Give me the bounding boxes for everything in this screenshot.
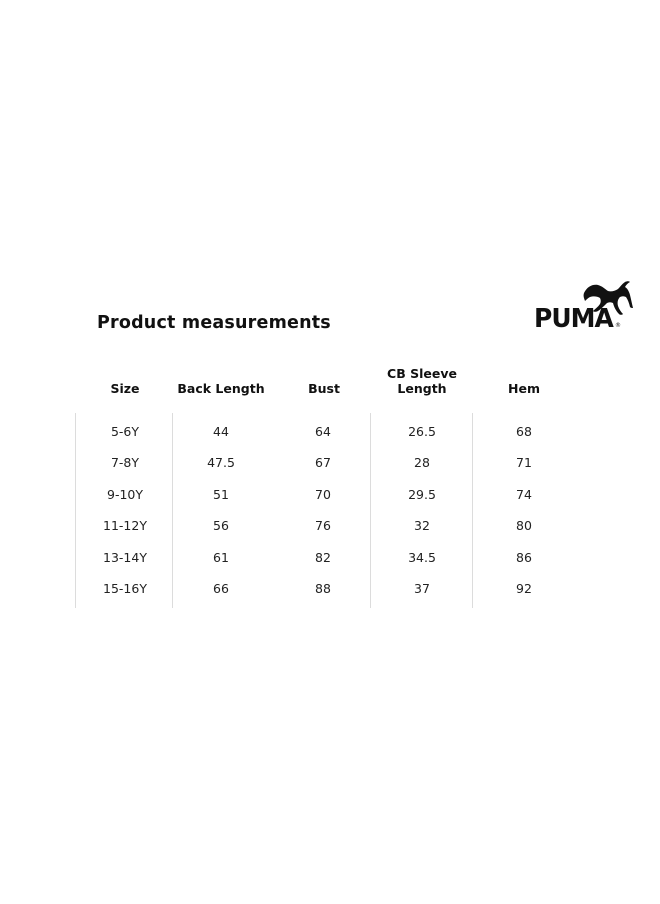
brand-wordmark: PUMA bbox=[534, 304, 613, 334]
cell-back-length: 66 bbox=[213, 581, 229, 596]
header-cb-sleeve-length bbox=[387, 366, 457, 396]
cell-bust: 70 bbox=[315, 487, 331, 502]
cell-size: 11-12Y bbox=[103, 518, 147, 533]
cell-hem: 74 bbox=[516, 487, 532, 502]
cell-bust: 67 bbox=[315, 455, 331, 470]
registered-mark: ® bbox=[615, 322, 621, 329]
cell-back-length: 56 bbox=[213, 518, 229, 533]
cell-size: 7-8Y bbox=[110, 455, 140, 470]
cell-bust: 76 bbox=[315, 518, 331, 533]
cell-back-length: 44 bbox=[213, 424, 229, 439]
cell-cb-sleeve-length: 32 bbox=[414, 518, 430, 533]
cell-back-length: 61 bbox=[213, 550, 229, 565]
cell-size: 5-6Y bbox=[110, 424, 140, 439]
cell-cb-sleeve-length: 28 bbox=[414, 455, 430, 470]
cell-back-length: 51 bbox=[213, 487, 229, 502]
cell-cb-sleeve-length: 34.5 bbox=[408, 550, 436, 565]
cell-hem: 68 bbox=[516, 424, 532, 439]
cell-size: 15-16Y bbox=[103, 581, 147, 596]
header-cb-sleeve-line1: CB Sleeve bbox=[387, 366, 457, 381]
column-divider bbox=[172, 413, 173, 608]
cell-back-length: 47.5 bbox=[207, 455, 235, 470]
header-bust-label: Bust bbox=[308, 381, 340, 396]
header-cb-sleeve-line2: Length bbox=[397, 381, 447, 396]
cell-bust: 82 bbox=[315, 550, 331, 565]
header-size bbox=[110, 381, 139, 396]
header-size-label: Size bbox=[110, 381, 140, 396]
header-hem-label: Hem bbox=[508, 381, 540, 396]
cell-size: 9-10Y bbox=[106, 487, 144, 502]
header-hem bbox=[508, 381, 540, 396]
cell-size: 13-14Y bbox=[103, 550, 147, 565]
cell-bust: 64 bbox=[315, 424, 331, 439]
column-divider bbox=[472, 413, 473, 608]
cell-cb-sleeve-length: 29.5 bbox=[408, 487, 436, 502]
page-title: Product measurements bbox=[97, 313, 331, 333]
brand-logo bbox=[532, 279, 636, 337]
header-bust bbox=[308, 381, 340, 396]
header-back-length bbox=[177, 381, 264, 396]
header-back-length-label: Back Length bbox=[177, 381, 265, 396]
cell-cb-sleeve-length: 26.5 bbox=[408, 424, 436, 439]
cell-hem: 71 bbox=[516, 455, 532, 470]
column-divider bbox=[75, 413, 76, 608]
cell-hem: 86 bbox=[516, 550, 532, 565]
cell-bust: 88 bbox=[315, 581, 331, 596]
cell-hem: 92 bbox=[516, 581, 532, 596]
column-divider bbox=[370, 413, 371, 608]
cell-cb-sleeve-length: 37 bbox=[414, 581, 430, 596]
cell-hem: 80 bbox=[516, 518, 532, 533]
